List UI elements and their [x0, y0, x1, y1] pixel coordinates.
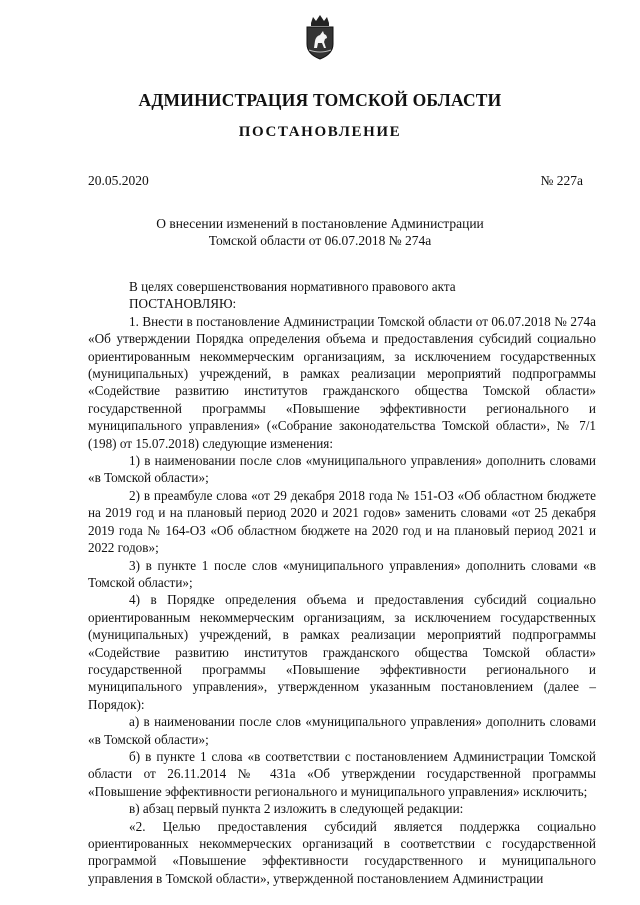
body-paragraph: 1) в наименовании после слов «муниципального управления» дополнить словами «в Томской области»;	[88, 453, 596, 486]
body-paragraph: а) в наименовании после слов «муниципального управления» дополнить словами «в Томской области»;	[88, 714, 596, 747]
subject-line: О внесении изменений в постановление Администрации	[156, 216, 484, 231]
body-paragraph: «2. Целью предоставления субсидий является поддержка социально ориентированных некоммерческих организаций в соответствии с государственной программой «Повышение эффективности государственного и муниципального управления в Томской области», утвержденной постановлением Администрации	[88, 818, 596, 886]
document-body	[88, 278, 596, 887]
body-paragraph: б) в пункте 1 слова «в соответствии с постановлением Администрации Томской области от 26.11.2014 № 431а «Об утверждении государственной программы «Повышение эффективности регионального и муниципального управления» исключить;	[88, 748, 596, 799]
body-paragraph: ПОСТАНОВЛЯЮ:	[129, 296, 237, 312]
organization-title: АДМИНИСТРАЦИЯ ТОМСКОЙ ОБЛАСТИ	[138, 90, 502, 110]
document-type-title: ПОСТАНОВЛЕНИЕ	[238, 124, 402, 140]
body-paragraph: 2) в преамбуле слова «от 29 декабря 2018 года № 151-ОЗ «Об областном бюджете на 2019 год и на плановый период 2020 и 2021 годов» заменить словами «от 25 декабря 2019 года № 164-ОЗ «Об областном бюджете на 2020 год и на плановый период 2021 и 2022 годов»;	[88, 487, 596, 556]
coat-of-arms-icon	[303, 14, 337, 60]
document-subject	[0, 215, 640, 249]
body-paragraph: 3) в пункте 1 после слов «муниципального управления» дополнить словами «в Томской области»;	[88, 557, 596, 590]
document-date: 20.05.2020	[88, 173, 149, 188]
body-paragraph: в) абзац первый пункта 2 изложить в следующей редакции:	[129, 801, 464, 817]
body-paragraph: В целях совершенствования нормативного правового акта	[129, 279, 456, 294]
body-paragraph: 4) в Порядке определения объема и предоставления субсидий социально ориентированным некоммерческим организациям, за исключением государственных (муниципальных) учреждений, в рамках реализации мероприятий подпрограммы «Содействие развитию институтов гражданского общества Томской области» государственной программы «Повышение эффективности регионального и муниципального управления», утвержденном указанным постановлением (далее – Порядок):	[88, 592, 596, 712]
body-paragraph: 1. Внести в постановление Администрации Томской области от 06.07.2018 № 274а «Об утверждении Порядка определения объема и предоставления субсидий социально ориентированным некоммерческим организациям, за исключением государственных (муниципальных) учреждений, в рамках реализации мероприятий подпрограммы «Содействие развитию институтов гражданского общества Томской области» государственной программы «Повышение эффективности регионального и муниципального управления» («Собрание законодательства Томской области», № 7/1 (198) от 15.07.2018) следующие изменения:	[88, 313, 596, 451]
subject-line: Томской области от 06.07.2018 № 274а	[208, 233, 432, 248]
document-number: № 227а	[540, 173, 583, 188]
